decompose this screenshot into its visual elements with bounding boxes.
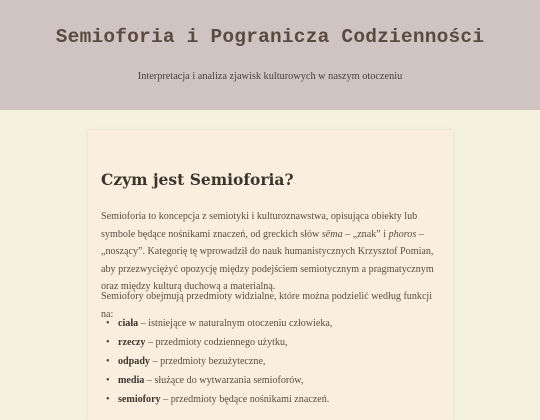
list-item bbox=[101, 371, 332, 390]
article-card bbox=[88, 130, 453, 420]
function-list bbox=[101, 314, 332, 409]
bullet-icon: • bbox=[106, 356, 110, 367]
list-item-term: semiofory bbox=[118, 394, 161, 405]
functions-paragraph: Semiofory obejmują przedmioty widzialne, które można podzielić według funkcji na: bbox=[101, 291, 433, 320]
list-item-description: – istniejące w naturalnym otoczeniu człowieka, bbox=[138, 318, 333, 329]
list-item bbox=[101, 333, 332, 352]
site-header bbox=[0, 0, 540, 110]
list-item bbox=[101, 390, 332, 409]
list-item-term: ciała bbox=[118, 318, 139, 329]
site-subtitle: Interpretacja i analiza zjawisk kulturowych w naszym otoczeniu bbox=[137, 71, 403, 82]
site-title: Semioforia i Pogranicza Codzienności bbox=[55, 26, 485, 48]
bullet-icon: • bbox=[106, 337, 110, 348]
bullet-icon: • bbox=[106, 318, 110, 329]
intro-text-2: – „znak” i bbox=[342, 228, 389, 240]
article-heading: Czym jest Semioforia? bbox=[101, 170, 294, 189]
list-item-term: rzeczy bbox=[118, 337, 146, 348]
list-item-description: – przedmioty bezużyteczne, bbox=[149, 356, 266, 367]
list-item-term: media bbox=[118, 375, 145, 386]
greek-word-phoros: phoros bbox=[388, 228, 417, 240]
greek-word-sema: sēma bbox=[321, 228, 343, 240]
list-item-description: – przedmioty będące nośnikami znaczeń. bbox=[160, 394, 330, 405]
list-item-description: – przedmioty codziennego użytku, bbox=[145, 337, 288, 348]
list-item bbox=[101, 352, 332, 371]
bullet-icon: • bbox=[106, 375, 110, 386]
list-item-term: odpady bbox=[118, 356, 150, 367]
intro-text-1: Semioforia to koncepcja z semiotyki i kulturoznawstwa, opisująca obiekty lub symbole będące nośnikami znaczeń, od greckich słów bbox=[101, 211, 418, 240]
intro-text-3: – „noszący”. Kategorię tę wprowadził do nauk humanistycznych Krzysztof Pomian, aby przezwyciężyć opozycję między podejściem semiotycznym a pragmatycznym oraz między kulturą duchową a materialną. bbox=[101, 228, 434, 292]
intro-paragraph bbox=[101, 208, 443, 296]
list-item-description: – służące do wytwarzania semioforów, bbox=[144, 375, 304, 386]
bullet-icon: • bbox=[106, 394, 110, 405]
list-item bbox=[101, 314, 332, 333]
